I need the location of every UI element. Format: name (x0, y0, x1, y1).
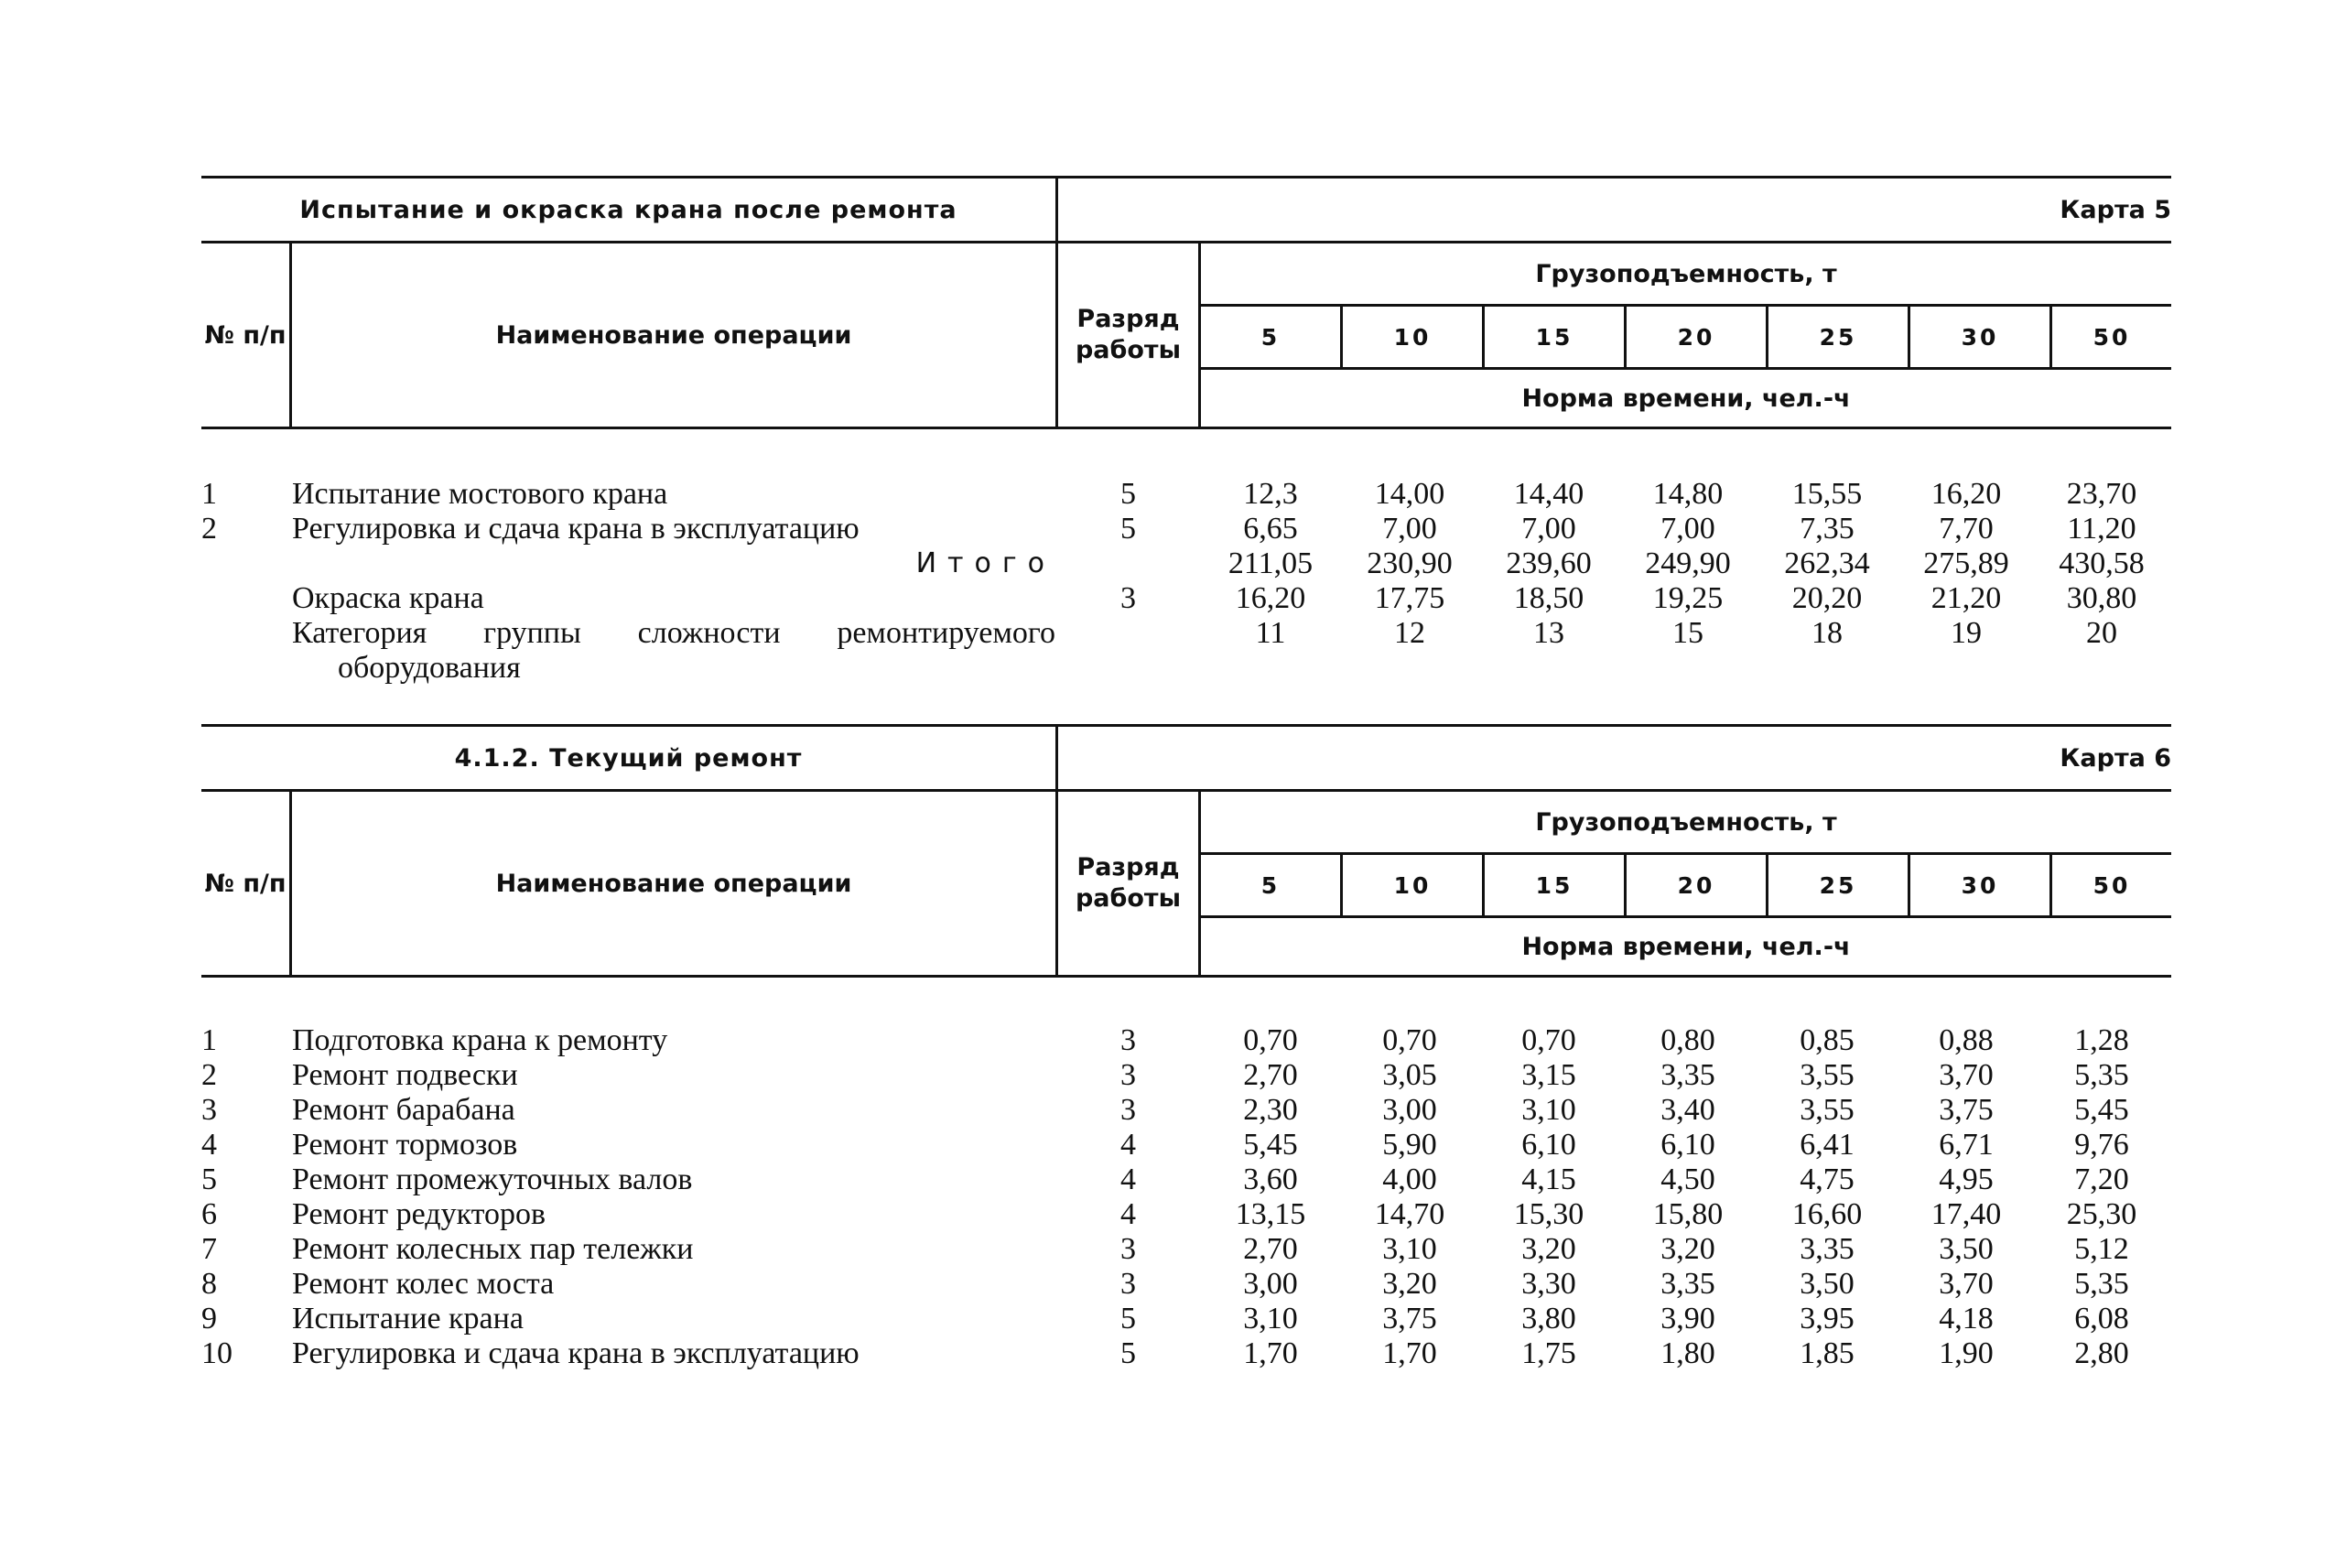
row-value: 3,10 (1521, 1093, 1576, 1127)
row-num: 9 (201, 1302, 217, 1336)
row-value: 4,15 (1521, 1162, 1576, 1196)
row-value: 1,90 (1939, 1336, 1994, 1370)
header-norm: Норма времени, чел.-ч (1521, 932, 1851, 961)
row-value: 3,10 (1382, 1232, 1437, 1266)
table-row (201, 1336, 2171, 1371)
row-value: 13,15 (1235, 1197, 1306, 1231)
row-value: 19,25 (1652, 581, 1724, 615)
row-value: 0,80 (1660, 1023, 1715, 1057)
header-grade: Разряд работы (1075, 853, 1181, 913)
header-col: 30 (1908, 855, 2049, 915)
row-value: 5,12 (2074, 1232, 2129, 1266)
header-capacity-columns (1201, 307, 2171, 370)
row-name: Ремонт тормозов (292, 1128, 518, 1162)
row-value: 3,95 (1800, 1302, 1855, 1336)
row-value: 7,35 (1800, 512, 1855, 546)
row-name: Ремонт промежуточных валов (292, 1162, 693, 1196)
row-value: 15,55 (1791, 477, 1863, 511)
row-value: 4,00 (1382, 1162, 1437, 1196)
row-num: 10 (201, 1336, 232, 1370)
row-name-continuation: оборудования (338, 651, 521, 685)
total-row (201, 546, 2171, 581)
table-row-continuation (201, 651, 2171, 686)
row-value: 3,35 (1660, 1267, 1715, 1301)
row-value: 430,58 (2059, 546, 2145, 580)
row-value: 230,90 (1367, 546, 1453, 580)
header-col: 5 (1260, 871, 1281, 899)
header-norm: Норма времени, чел.-ч (1521, 384, 1851, 413)
row-name: Ремонт барабана (292, 1093, 515, 1127)
row-name: Регулировка и сдача крана в эксплуатацию (292, 1336, 860, 1370)
row-value: 20 (2086, 616, 2117, 650)
row-value: 239,60 (1506, 546, 1592, 580)
table-row (201, 1162, 2171, 1197)
table-row (201, 1267, 2171, 1302)
header-col: 30 (1908, 307, 2049, 367)
row-value: 12 (1394, 616, 1425, 650)
row-grade: 5 (1120, 512, 1136, 546)
row-value: 1,85 (1800, 1336, 1855, 1370)
row-value: 19 (1951, 616, 1982, 650)
row-grade: 5 (1120, 1302, 1136, 1336)
header-capacity-columns (1201, 855, 2171, 918)
row-value: 3,20 (1382, 1267, 1437, 1301)
row-value: 5,35 (2074, 1267, 2129, 1301)
card-6-label: Карта 6 (2060, 743, 2171, 773)
card-6-title-row (201, 724, 2171, 792)
row-num: 1 (201, 1023, 217, 1057)
row-value: 4,50 (1660, 1162, 1715, 1196)
row-grade: 3 (1120, 1232, 1136, 1266)
row-value: 9,76 (2074, 1128, 2129, 1162)
row-value: 5,90 (1382, 1128, 1437, 1162)
row-value: 3,35 (1800, 1232, 1855, 1266)
card-6-body (201, 978, 2171, 1371)
row-value: 1,28 (2074, 1023, 2129, 1057)
row-grade: 5 (1120, 1336, 1136, 1370)
row-name: Испытание крана (292, 1302, 524, 1336)
row-value: 14,40 (1513, 477, 1584, 511)
row-value: 3,50 (1800, 1267, 1855, 1301)
table-row (201, 512, 2171, 546)
row-num: 5 (201, 1162, 217, 1196)
row-value: 6,08 (2074, 1302, 2129, 1336)
row-value: 6,10 (1660, 1128, 1715, 1162)
row-value: 7,70 (1939, 512, 1994, 546)
header-num: № п/п (204, 320, 287, 350)
card-6-title: 4.1.2. Текущий ремонт (454, 743, 803, 773)
row-value: 14,80 (1652, 477, 1724, 511)
row-value: 3,20 (1521, 1232, 1576, 1266)
card-5-body (201, 429, 2171, 686)
row-value: 18 (1811, 616, 1843, 650)
table-row (201, 1058, 2171, 1093)
row-value: 3,50 (1939, 1232, 1994, 1266)
row-name: Испытание мостового крана (292, 477, 668, 511)
header-col: 25 (1766, 855, 1908, 915)
header-capacity: Грузоподъемность, т (1201, 792, 2171, 855)
row-grade: 4 (1120, 1128, 1136, 1162)
card-5-header (201, 243, 2171, 429)
row-value: 6,65 (1243, 512, 1298, 546)
header-col: 25 (1766, 307, 1908, 367)
row-value: 18,50 (1513, 581, 1584, 615)
row-value: 25,30 (2066, 1197, 2137, 1231)
row-name: Ремонт подвески (292, 1058, 518, 1092)
row-value: 249,90 (1645, 546, 1731, 580)
table-row (201, 616, 2171, 651)
row-value: 11,20 (2067, 512, 2136, 546)
row-value: 17,75 (1374, 581, 1445, 615)
row-value: 5,45 (1243, 1128, 1298, 1162)
row-value: 1,70 (1243, 1336, 1298, 1370)
header-capacity: Грузоподъемность, т (1201, 243, 2171, 307)
row-value: 5,45 (2074, 1093, 2129, 1127)
table-row (201, 1302, 2171, 1336)
row-num: 7 (201, 1232, 217, 1266)
row-value: 15,30 (1513, 1197, 1584, 1231)
row-value: 6,10 (1521, 1128, 1576, 1162)
header-grade: Разряд работы (1075, 305, 1181, 364)
row-value: 1,80 (1660, 1336, 1715, 1370)
row-num: 4 (201, 1128, 217, 1162)
row-name: Ремонт колесных пар тележки (292, 1232, 694, 1266)
card-5-title: Испытание и окраска крана после ремонта (299, 195, 957, 224)
row-value: 3,40 (1660, 1093, 1715, 1127)
table-row (201, 1093, 2171, 1128)
row-value: 0,70 (1382, 1023, 1437, 1057)
row-value: 13 (1533, 616, 1564, 650)
row-value: 6,41 (1800, 1128, 1855, 1162)
row-value: 30,80 (2066, 581, 2137, 615)
card-5-label: Карта 5 (2060, 195, 2171, 224)
document-page (201, 176, 2171, 1371)
row-value: 7,00 (1660, 512, 1715, 546)
row-value: 275,89 (1923, 546, 2009, 580)
table-row (201, 581, 2171, 616)
row-name: Подготовка крана к ремонту (292, 1023, 668, 1057)
row-value: 3,75 (1939, 1093, 1994, 1127)
row-grade: 5 (1120, 477, 1136, 511)
row-num: 8 (201, 1267, 217, 1301)
row-value: 3,05 (1382, 1058, 1437, 1092)
row-name: Ремонт редукторов (292, 1197, 546, 1231)
header-name: Наименование операции (495, 869, 852, 898)
row-value: 0,70 (1243, 1023, 1298, 1057)
row-value: 16,20 (1930, 477, 2002, 511)
row-value: 7,00 (1382, 512, 1437, 546)
row-value: 7,00 (1521, 512, 1576, 546)
row-value: 3,70 (1939, 1058, 1994, 1092)
row-value: 3,20 (1660, 1232, 1715, 1266)
row-value: 3,00 (1382, 1093, 1437, 1127)
row-value: 3,10 (1243, 1302, 1298, 1336)
row-value: 3,00 (1243, 1267, 1298, 1301)
header-col: 20 (1624, 855, 1766, 915)
row-value: 211,05 (1227, 546, 1314, 580)
row-value: 17,40 (1930, 1197, 2002, 1231)
header-col: 20 (1624, 307, 1766, 367)
card-6-header (201, 792, 2171, 978)
row-grade: 3 (1120, 1023, 1136, 1057)
row-value: 4,75 (1800, 1162, 1855, 1196)
table-row (201, 1128, 2171, 1162)
row-grade: 3 (1120, 1267, 1136, 1301)
row-grade: 4 (1120, 1162, 1136, 1196)
row-value: 16,60 (1791, 1197, 1863, 1231)
row-name: Ремонт колес моста (292, 1267, 555, 1301)
header-name: Наименование операции (495, 320, 852, 350)
row-value: 4,95 (1939, 1162, 1994, 1196)
header-col: 15 (1482, 855, 1624, 915)
row-value: 23,70 (2066, 477, 2137, 511)
row-value: 3,90 (1660, 1302, 1715, 1336)
row-value: 0,85 (1800, 1023, 1855, 1057)
row-value: 2,70 (1243, 1058, 1298, 1092)
row-value: 3,30 (1521, 1267, 1576, 1301)
row-name: Категория группы сложности ремонтируемого (292, 616, 1055, 650)
row-value: 3,55 (1800, 1093, 1855, 1127)
row-name: Окраска крана (292, 581, 484, 615)
row-value: 3,15 (1521, 1058, 1576, 1092)
card-5-title-row (201, 176, 2171, 243)
row-value: 5,35 (2074, 1058, 2129, 1092)
row-value: 1,70 (1382, 1336, 1437, 1370)
table-row (201, 1197, 2171, 1232)
row-value: 15 (1672, 616, 1703, 650)
row-value: 2,70 (1243, 1232, 1298, 1266)
row-value: 16,20 (1235, 581, 1306, 615)
row-num: 3 (201, 1093, 217, 1127)
row-name: Регулировка и сдача крана в эксплуатацию (292, 512, 860, 546)
row-grade: 3 (1120, 1058, 1136, 1092)
row-grade: 3 (1120, 1093, 1136, 1127)
header-col: 50 (2049, 855, 2171, 915)
row-value: 12,3 (1243, 477, 1298, 511)
card-5-table (201, 176, 2171, 686)
row-value: 3,55 (1800, 1058, 1855, 1092)
row-value: 1,75 (1521, 1336, 1576, 1370)
row-value: 3,60 (1243, 1162, 1298, 1196)
row-value: 3,80 (1521, 1302, 1576, 1336)
row-value: 21,20 (1930, 581, 2002, 615)
header-col: 5 (1260, 323, 1281, 351)
table-row (201, 1023, 2171, 1058)
row-grade: 3 (1120, 581, 1136, 615)
row-value: 2,30 (1243, 1093, 1298, 1127)
row-value: 15,80 (1652, 1197, 1724, 1231)
row-value: 2,80 (2074, 1336, 2129, 1370)
row-num: 6 (201, 1197, 217, 1231)
row-num: 2 (201, 512, 217, 546)
card-6-table (201, 724, 2171, 1371)
header-num: № п/п (204, 869, 287, 898)
row-value: 14,70 (1374, 1197, 1445, 1231)
row-value: 3,75 (1382, 1302, 1437, 1336)
row-value: 20,20 (1791, 581, 1863, 615)
row-num: 2 (201, 1058, 217, 1092)
row-value: 3,70 (1939, 1267, 1994, 1301)
row-value: 0,88 (1939, 1023, 1994, 1057)
row-value: 0,70 (1521, 1023, 1576, 1057)
row-value: 14,00 (1374, 477, 1445, 511)
row-value: 262,34 (1784, 546, 1870, 580)
row-value: 11 (1255, 616, 1286, 650)
header-col: 50 (2049, 307, 2171, 367)
row-value: 6,71 (1939, 1128, 1994, 1162)
header-col: 10 (1340, 307, 1482, 367)
row-value: 4,18 (1939, 1302, 1994, 1336)
table-row (201, 477, 2171, 512)
table-row (201, 1232, 2171, 1267)
row-value: 7,20 (2074, 1162, 2129, 1196)
row-grade: 4 (1120, 1197, 1136, 1231)
row-value: 3,35 (1660, 1058, 1715, 1092)
total-label: Итого (915, 547, 1055, 579)
row-num: 1 (201, 477, 217, 511)
header-col: 10 (1340, 855, 1482, 915)
header-col: 15 (1482, 307, 1624, 367)
